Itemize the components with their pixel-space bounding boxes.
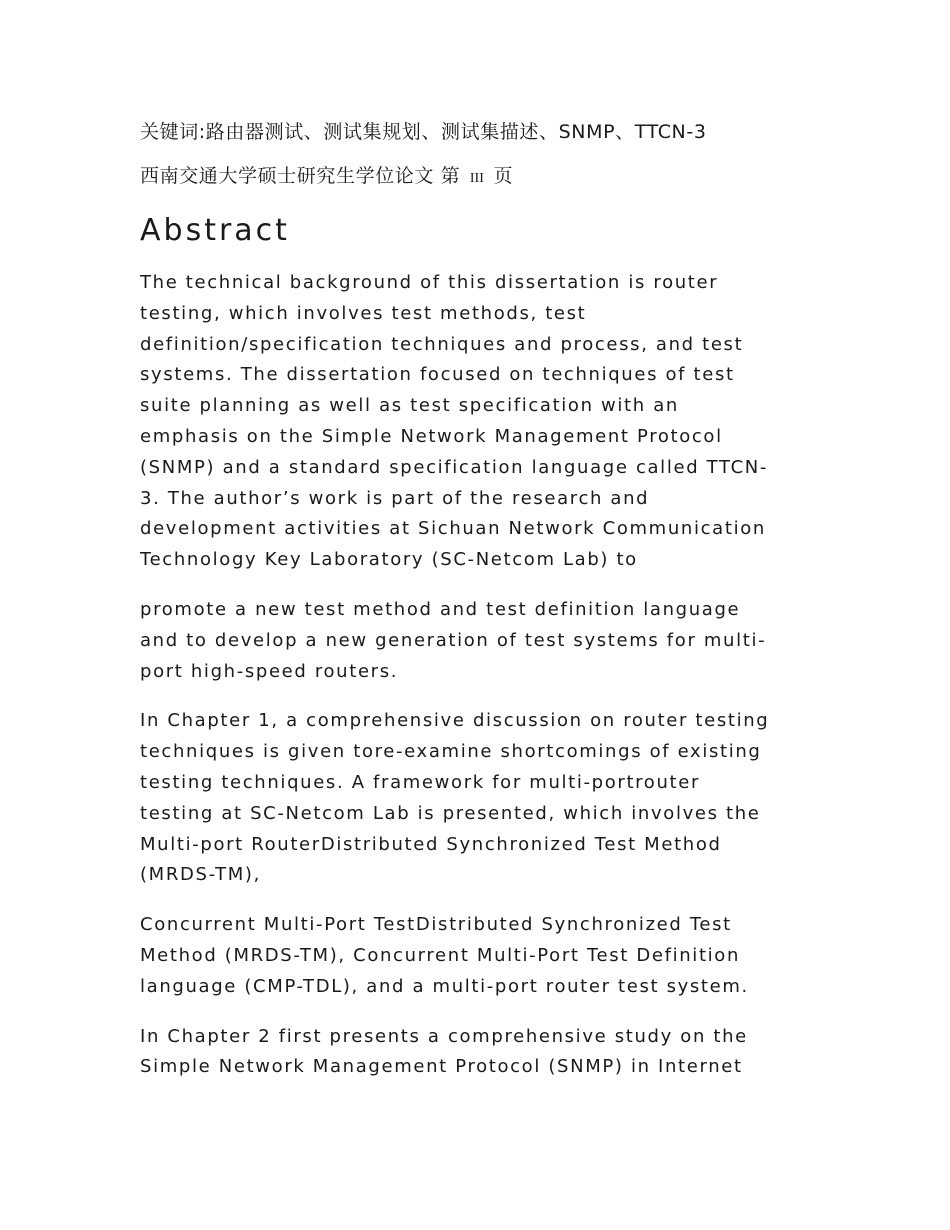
text-line: Method (MRDS-TM), Concurrent Multi-Port Test Definition [140,944,741,966]
text-line: The technical background of this dissertation is router [140,272,719,293]
text-line: testing techniques. A framework for multi-portrouter [140,771,701,793]
text-line: language (CMP-TDL), and a multi-port router test system. [140,975,749,997]
text-line: (MRDS-TM), [140,864,261,886]
text-line: In Chapter 1, a comprehensive discussion on router testing [140,710,770,732]
page-number: III [469,171,484,186]
abstract-paragraph [140,1022,808,1084]
text-line: Multi-port RouterDistributed Synchronized Test Method [140,833,722,855]
text-line: emphasis on the Simple Network Management Protocol [140,425,723,447]
header-page-suffix: 页 [493,165,514,187]
keywords-line: 关键词:路由器测试、测试集规划、测试集描述、SNMP、TTCN-3 [140,121,707,143]
page-content [140,118,808,1102]
abstract-paragraph [140,706,808,891]
text-line: systems. The dissertation focused on techniques of test [140,364,735,386]
text-line: testing, which involves test methods, test [140,302,587,324]
text-line: port high-speed routers. [140,660,399,682]
text-line: In Chapter 2 first presents a comprehensive study on the [140,1025,748,1047]
text-line: suite planning as well as test specification with an [140,395,679,417]
abstract-body [140,268,808,1083]
text-line: testing at SC-Netcom Lab is presented, which involves the [140,802,761,824]
text-line: techniques is given tore-examine shortcomings of existing [140,741,762,763]
text-line: Technology Key Laboratory (SC-Netcom Lab) to [140,549,638,571]
text-line: promote a new test method and test definition language [140,598,741,620]
text-line: definition/specification techniques and process, and test [140,333,744,355]
abstract-paragraph [140,268,808,576]
abstract-paragraph [140,910,808,1002]
header-text: 西南交通大学硕士研究生学位论文 第 [140,165,461,187]
abstract-heading: Abstract [140,213,290,248]
text-line: (SNMP) and a standard specification language called TTCN- [140,456,769,478]
text-line: Concurrent Multi-Port TestDistributed Synchronized Test [140,914,732,936]
text-line: 3. The author’s work is part of the research and [140,487,650,509]
thesis-page-header [140,162,808,193]
text-line: Simple Network Management Protocol (SNMP) in Internet [140,1056,743,1078]
abstract-paragraph [140,595,808,687]
text-line: and to develop a new generation of test systems for multi- [140,629,767,651]
text-line: development activities at Sichuan Network Communication [140,518,766,540]
